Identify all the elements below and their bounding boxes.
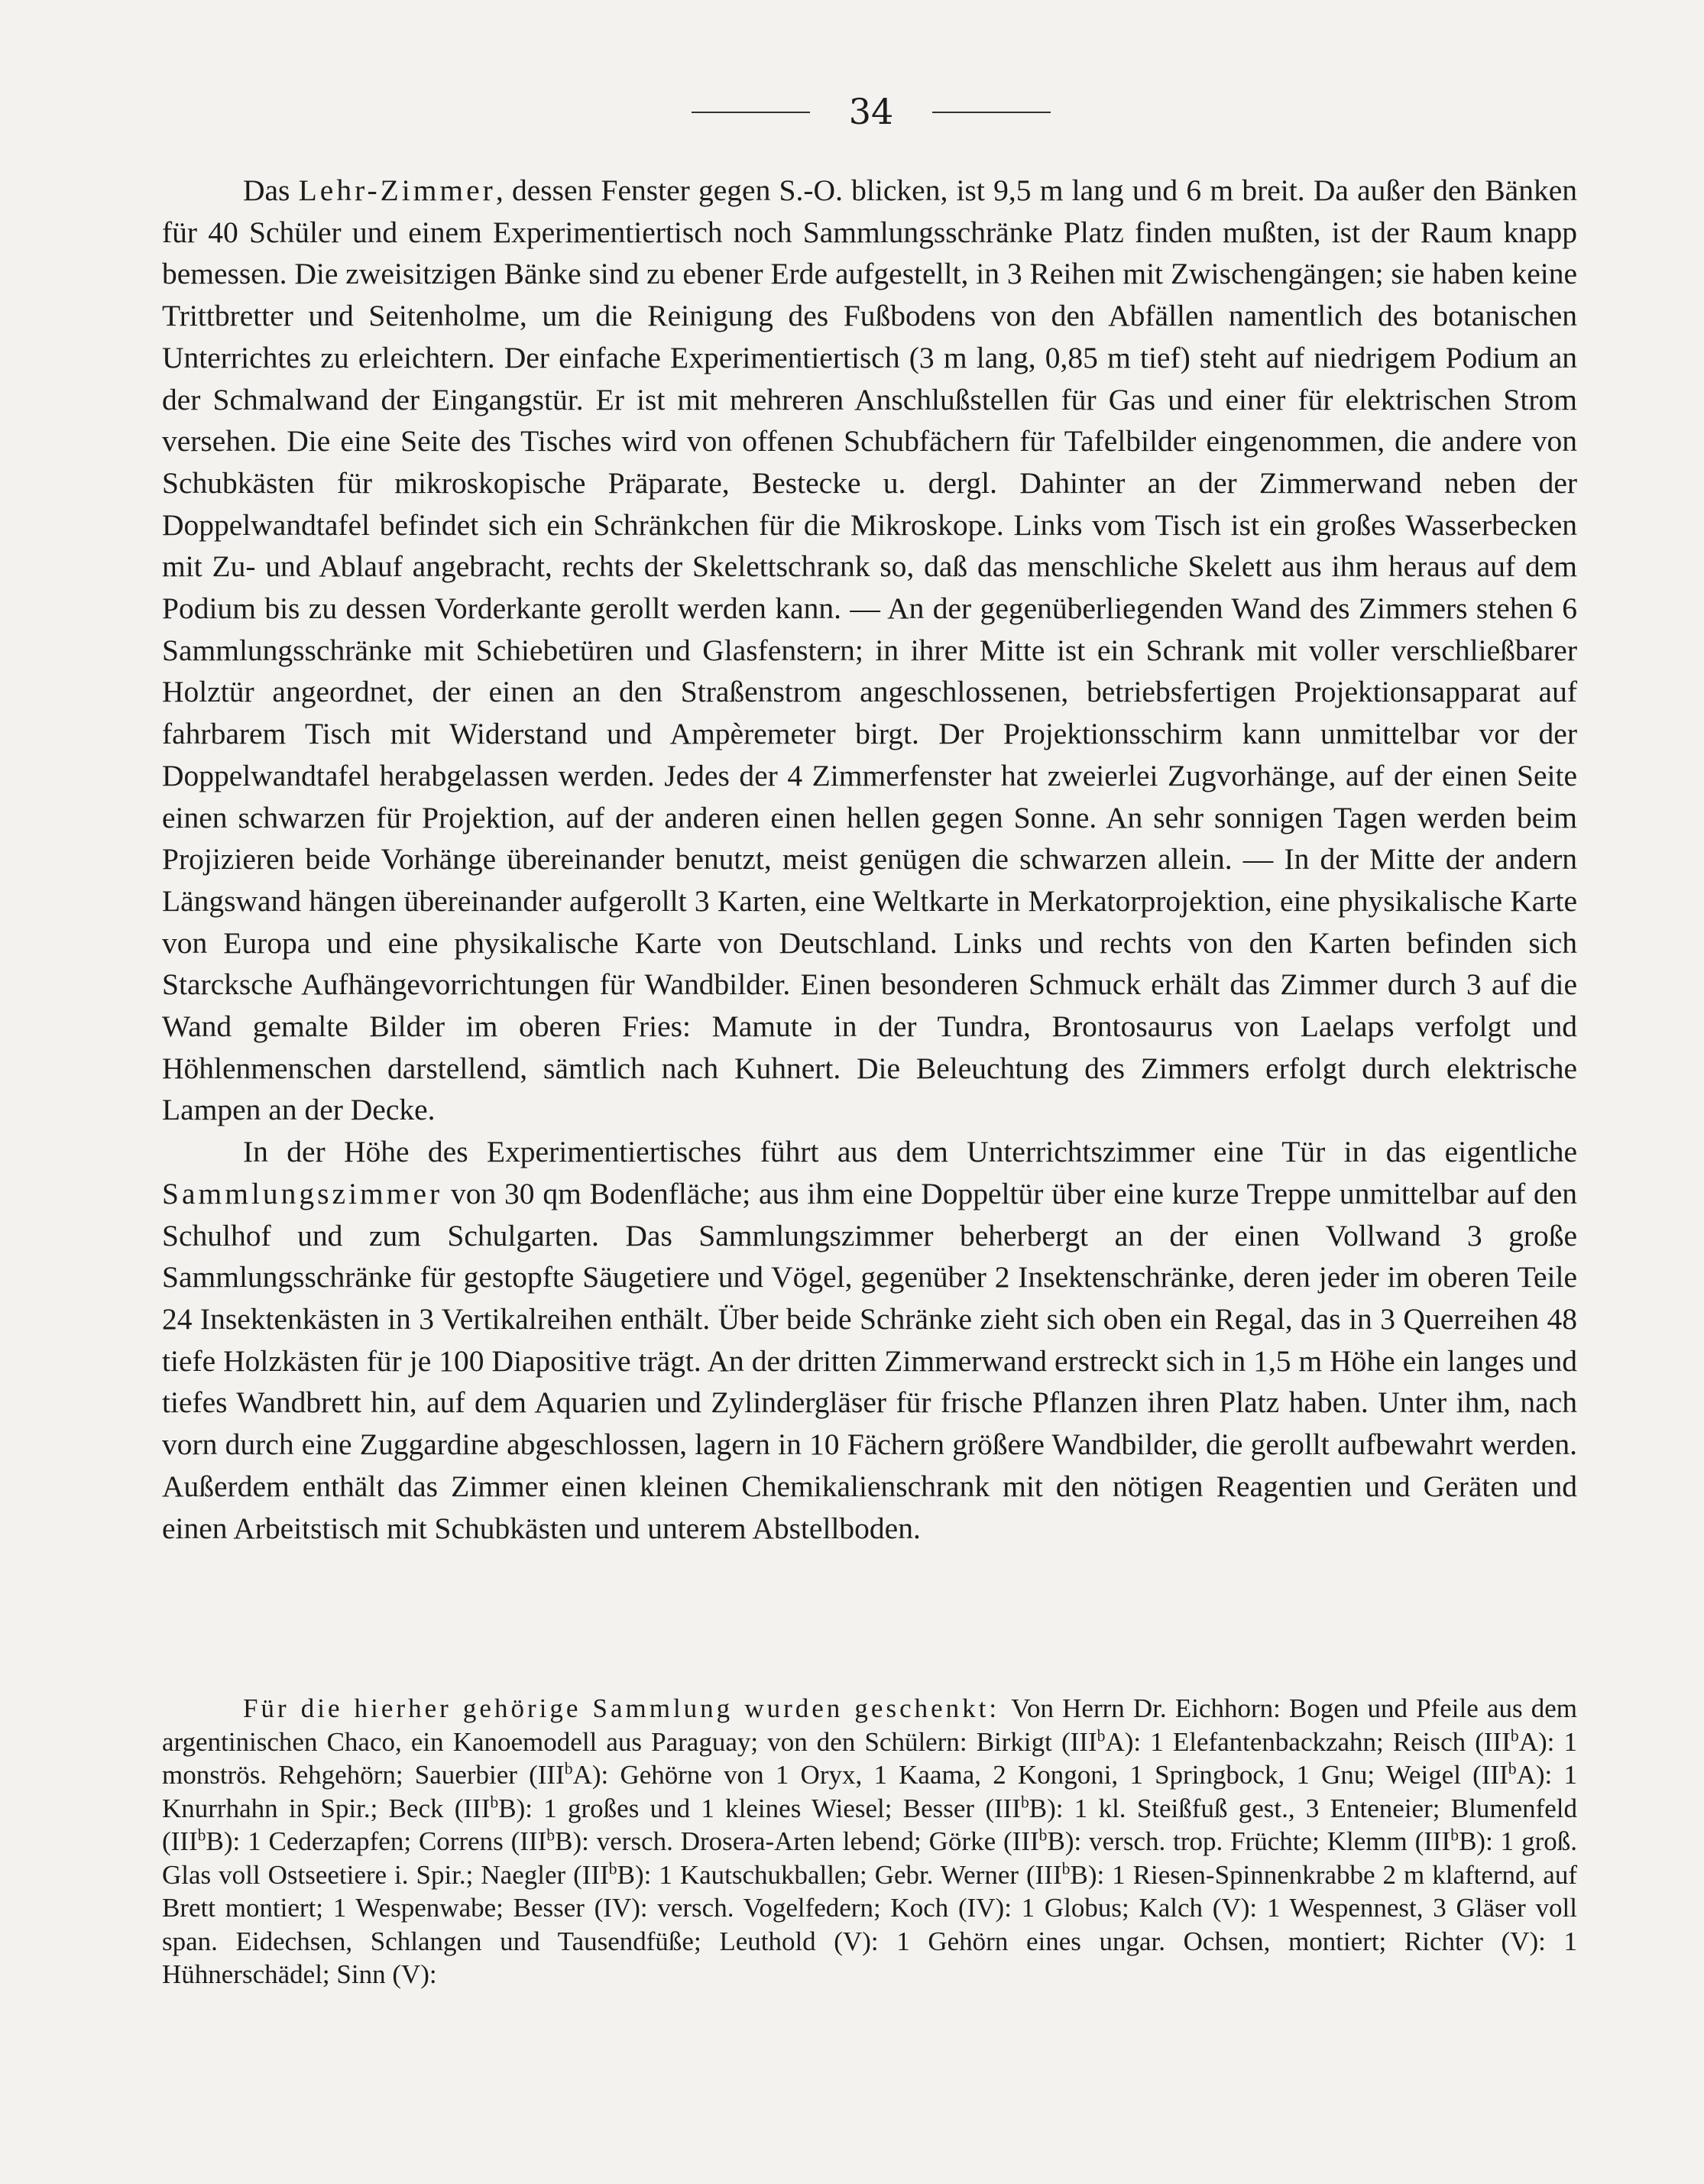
note-text: B): 1 Kautschukballen; Gebr. Werner (III bbox=[617, 1859, 1062, 1890]
paragraph-body: von 30 qm Bodenfläche; aus ihm eine Doppeltür über eine kurze Treppe unmittelbar auf den Schulhof und zum Schulgarten. Das Sammlungszimmer beherbergt an der einen Vollwand 3 große Sammlungsschränke für gestopfte Säugetiere und Vögel, gegenüber 2 Insektenschränke, deren jeder im oberen Teile 24 Insektenkästen in 3 Vertikalreihen enthält. Über beide Schränke zieht sich oben ein Regal, das in 3 Querreihen 48 tiefe Holzkästen für je 100 Diapositive trägt. An der dritten Zimmerwand erstreckt sich in 1,5 m Höhe ein langes und tiefes Wandbrett hin, auf dem Aquarien und Zylindergläser für frische Pflanzen ihren Platz haben. Unter ihm, nach vorn durch eine Zuggardine abgeschlossen, lagern in 10 Fächern größere Wandbilder, die gerollt aufbewahrt werden. Außerdem enthält das Zimmer einen kleinen Chemikalienschrank mit den nötigen Reagentien und Geräten und einen Arbeitstisch mit Schubkästen und unterem Abstellboden. bbox=[162, 1176, 1577, 1545]
note-text: B): 1 Riesen-Spinnenkrabbe 2 m klafternd, auf Brett montiert; 1 Wespenwabe; Besser (IV): versch. Vogelfedern; Koch (IV): 1 Globus; Kalch (V): 1 Wespennest, 3 Gläser voll span. Eidechsen, Schlangen und Tausendfüße; Leuthold (V): 1 Gehörn eines ungar. Ochsen, montiert; Richter (V): 1 Hühnerschädel; Sinn (V): bbox=[162, 1859, 1577, 1989]
class-superscript: b bbox=[546, 1826, 556, 1845]
note-text: A): 1 monströs. Rehgehörn; Sauerbier (III bbox=[162, 1726, 1578, 1790]
note-text: A): 1 Knurrhahn in Spir.; Beck (III bbox=[162, 1760, 1577, 1823]
note-text: B): 1 Cederzapfen; Correns (III bbox=[206, 1826, 547, 1856]
note-text: Von Herrn Dr. Eichhorn: Bogen und Pfeile aus dem argentinischen Chaco, ein Kanoemodell aus Paraguay; von den Schülern: Birkigt (III bbox=[162, 1693, 1577, 1757]
paragraph-lehr-zimmer bbox=[162, 170, 1577, 1131]
note-text: A): Gehörne von 1 Oryx, 1 Kaama, 2 Kongoni, 1 Springbock, 1 Gnu; Weigel (III bbox=[572, 1760, 1508, 1790]
donations-note bbox=[162, 1692, 1577, 1991]
class-superscript: b bbox=[1508, 1759, 1517, 1778]
class-superscript: b bbox=[608, 1858, 617, 1878]
paragraph-lead: Das bbox=[243, 173, 299, 207]
donations-paragraph bbox=[162, 1692, 1577, 1991]
spaced-heading-sammlungszimmer: Sammlungszimmer bbox=[162, 1176, 443, 1210]
note-text: B): 1 groß. Glas voll Ostseetiere i. Spir.; Naegler (III bbox=[162, 1826, 1577, 1890]
main-text bbox=[162, 170, 1577, 1549]
header-rule-left bbox=[692, 112, 810, 113]
note-text: B): 1 kl. Steißfuß gest., 3 Enteneier; Blumenfeld (III bbox=[162, 1793, 1577, 1856]
note-text: B): versch. Drosera-Arten lebend; Görke (III bbox=[555, 1826, 1039, 1856]
class-superscript: b bbox=[1061, 1858, 1071, 1878]
class-superscript: b bbox=[1450, 1826, 1459, 1845]
paragraph-lead: In der Höhe des Experimentiertisches führt aus dem Unterrichtszimmer eine Tür in das eigentliche bbox=[243, 1135, 1577, 1169]
paragraph-body: , dessen Fenster gegen S.-O. blicken, ist 9,5 m lang und 6 m breit. Da außer den Bänken für 40 Schüler und einem Experimentiertisch noch Sammlungsschränke Platz finden mußten, ist der Raum knapp bemessen. Die zweisitzigen Bänke sind zu ebener Erde aufgestellt, in 3 Reihen mit Zwischengängen; sie haben keine Trittbretter und Seitenholme, um die Reinigung des Fußbodens von den Abfällen namentlich des botanischen Unterrichtes zu erleichtern. Der einfache Experimentiertisch (3 m lang, 0,85 m tief) steht auf niedrigem Podium an der Schmalwand der Eingangstür. Er ist mit mehreren Anschlußstellen für Gas und einer für elektrischen Strom versehen. Die eine Seite des Tisches wird von offenen Schubfächern für Tafelbilder eingenommen, die andere von Schubkästen für mikroskopische Präparate, Bestecke u. dergl. Dahinter an der Zimmerwand neben der Doppelwandtafel befindet sich ein Schränkchen für die Mikroskope. Links vom Tisch ist ein großes Wasserbecken mit Zu- und Ablauf angebracht, rechts der Skelettschrank so, daß das menschliche Skelett aus ihm heraus auf dem Podium bis zu dessen Vorderkante gerollt werden kann. — An der gegenüberliegenden Wand des Zimmers stehen 6 Sammlungsschränke mit Schiebetüren und Glasfenstern; in ihrer Mitte ist ein Schrank mit voller verschließbarer Holztür angeordnet, der einen an den Straßenstrom angeschlossenen, betriebsfertigen Projektionsapparat auf fahrbarem Tisch mit Widerstand und Ampèremeter birgt. Der Projektionsschirm kann unmittelbar vor der Doppelwandtafel herabgelassen werden. Jedes der 4 Zimmerfenster hat zweierlei Zugvorhänge, auf der einen Seite einen schwarzen für Projektion, auf der anderen einen hellen gegen Sonne. An sehr sonnigen Tagen werden beim Projizieren beide Vorhänge übereinander benutzt, meist genügen die schwarzen allein. — In der Mitte der andern Längswand hängen übereinander aufgerollt 3 Karten, eine Weltkarte in Merkatorprojektion, eine physikalische Karte von Europa und eine physikalische Karte von Deutschland. Links und rechts von den Karten befinden sich Starcksche Aufhängevorrichtungen für Wandbilder. Einen besonderen Schmuck erhält das Zimmer durch 3 auf die Wand gemalte Bilder im oberen Fries: Mamute in der Tundra, Brontosaurus von Laelaps verfolgt und Höhlenmenschen darstellend, sämtlich nach Kuhnert. Die Beleuchtung des Zimmers erfolgt durch elektrische Lampen an der Decke. bbox=[162, 173, 1577, 1127]
class-superscript: b bbox=[564, 1759, 573, 1778]
spaced-heading-lehr-zimmer: Lehr-Zimmer bbox=[298, 173, 496, 207]
page-number: 34 bbox=[848, 91, 894, 132]
header-rule-right bbox=[932, 112, 1051, 113]
page-header bbox=[0, 90, 1704, 136]
paragraph-sammlungszimmer bbox=[162, 1131, 1577, 1549]
class-superscript: b bbox=[1097, 1725, 1106, 1745]
class-superscript: b bbox=[1020, 1792, 1029, 1811]
note-text: B): 1 großes und 1 kleines Wiesel; Besser (III bbox=[498, 1793, 1021, 1823]
class-superscript: b bbox=[1510, 1725, 1519, 1745]
class-superscript: b bbox=[197, 1826, 206, 1845]
class-superscript: b bbox=[1038, 1826, 1048, 1845]
donations-lead: Für die hierher gehörige Sammlung wurden geschenkt: bbox=[243, 1693, 1012, 1723]
note-text: B): versch. trop. Früchte; Klemm (III bbox=[1047, 1826, 1451, 1856]
note-text: A): 1 Elefantenbackzahn; Reisch (III bbox=[1105, 1726, 1511, 1757]
class-superscript: b bbox=[490, 1792, 499, 1811]
